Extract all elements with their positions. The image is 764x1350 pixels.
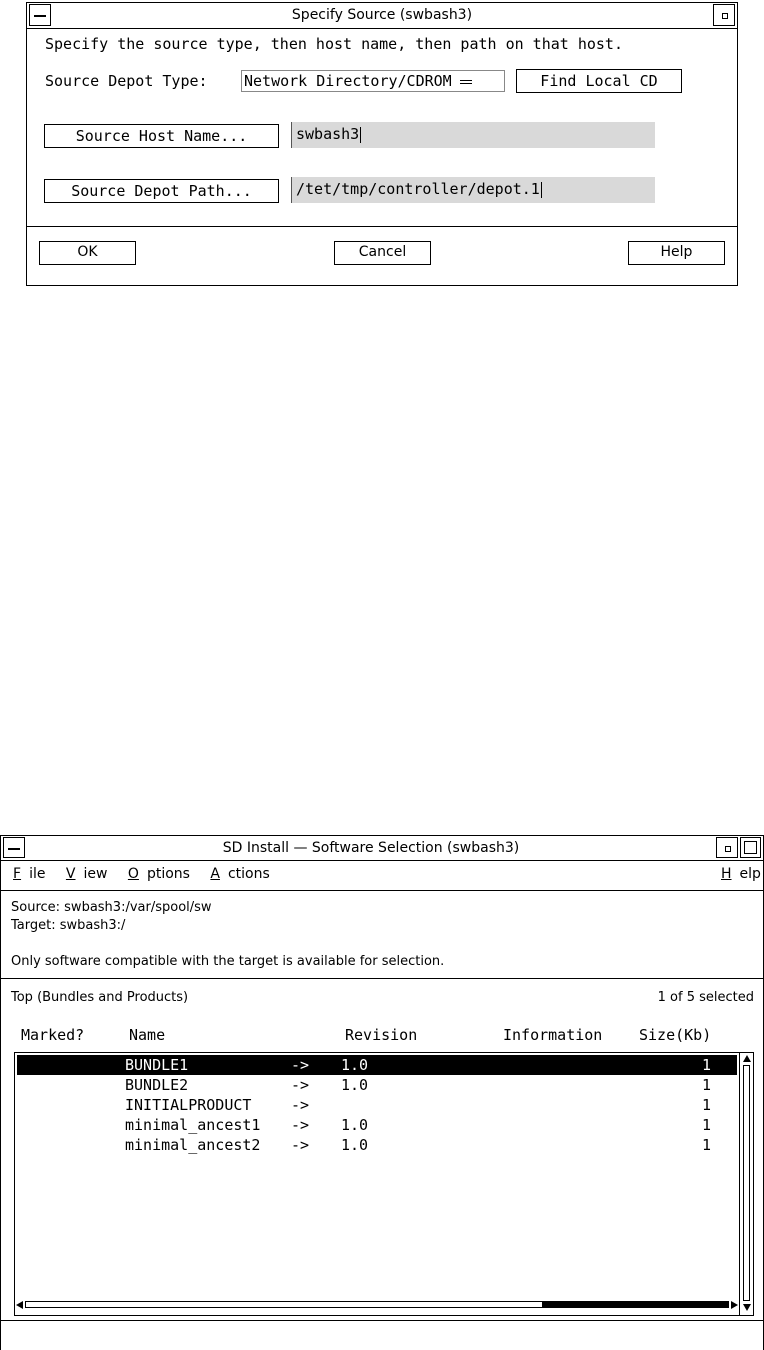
- minimize-icon[interactable]: [713, 4, 735, 26]
- depot-type-value: Network Directory/CDROM: [244, 72, 452, 90]
- col-revision[interactable]: Revision: [345, 1026, 418, 1044]
- name-cell: minimal_ancest2: [125, 1136, 261, 1154]
- revision-cell: 1.0: [341, 1056, 369, 1074]
- arrow-cell: ->: [291, 1056, 310, 1074]
- scroll-right-icon[interactable]: [731, 1301, 738, 1309]
- list-rows: [17, 1055, 739, 1313]
- arrow-cell: ->: [291, 1096, 310, 1114]
- menu-label: ile: [29, 866, 46, 882]
- source-depot-path-value: /tet/tmp/controller/depot.1: [296, 180, 540, 198]
- window-menu-icon[interactable]: [29, 4, 51, 26]
- arrow-cell: ->: [291, 1116, 310, 1134]
- list-level-label: Top (Bundles and Products): [11, 990, 189, 1005]
- size-cell: 1: [701, 1076, 711, 1094]
- arrow-cell: ->: [291, 1136, 310, 1154]
- dialog-title: Specify Source (swbash3): [291, 7, 473, 23]
- dialog-titlebar[interactable]: [27, 3, 737, 29]
- size-cell: 1: [701, 1096, 711, 1114]
- table-row[interactable]: [17, 1115, 737, 1135]
- bottom-separator: [1, 1320, 763, 1321]
- name-cell: minimal_ancest1: [125, 1116, 261, 1134]
- compatibility-note: Only software compatible with the target is available for selection.: [11, 954, 445, 969]
- window-menu-icon[interactable]: [3, 837, 25, 858]
- find-local-cd-button[interactable]: Find Local CD: [516, 69, 682, 93]
- menu-label: ctions: [227, 866, 270, 882]
- maximize-icon[interactable]: [740, 837, 761, 858]
- menubar-separator: [1, 890, 763, 891]
- vertical-scroll-thumb[interactable]: [743, 1065, 750, 1301]
- arrow-cell: ->: [291, 1076, 310, 1094]
- menu-file[interactable]: F ile: [13, 866, 46, 882]
- button-separator: [27, 226, 737, 227]
- specify-source-dialog: [26, 2, 738, 286]
- table-row[interactable]: [17, 1075, 737, 1095]
- cancel-button[interactable]: Cancel: [334, 241, 431, 265]
- table-row[interactable]: [17, 1095, 737, 1115]
- size-cell: 1: [701, 1136, 711, 1154]
- source-depot-path-button[interactable]: Source Depot Path...: [44, 179, 279, 203]
- text-cursor-icon: [360, 127, 361, 143]
- revision-cell: 1.0: [341, 1136, 369, 1154]
- minimize-icon[interactable]: [716, 837, 738, 858]
- menu-bar: [13, 866, 286, 882]
- revision-cell: 1.0: [341, 1116, 369, 1134]
- col-name[interactable]: Name: [129, 1026, 166, 1044]
- info-separator: [1, 978, 763, 979]
- scroll-down-icon[interactable]: [743, 1304, 751, 1311]
- text-cursor-icon: [541, 182, 542, 198]
- table-row[interactable]: [17, 1135, 737, 1155]
- option-menu-icon: [460, 80, 472, 84]
- window-titlebar[interactable]: [1, 836, 763, 861]
- software-list: [14, 1052, 754, 1316]
- ok-button[interactable]: OK: [39, 241, 136, 265]
- menu-label: ptions: [146, 866, 190, 882]
- col-marked[interactable]: Marked?: [21, 1026, 85, 1044]
- vertical-scrollbar[interactable]: [739, 1053, 753, 1315]
- name-cell: BUNDLE2: [125, 1076, 189, 1094]
- menu-actions[interactable]: A ctions: [210, 866, 270, 882]
- depot-type-label: Source Depot Type:: [45, 72, 208, 90]
- col-information[interactable]: Information: [503, 1026, 603, 1044]
- instruction-text: Specify the source type, then host name, then path on that host.: [45, 35, 623, 53]
- size-cell: 1: [701, 1056, 711, 1074]
- software-selection-window: [0, 835, 764, 1350]
- depot-type-select[interactable]: [241, 70, 505, 92]
- source-host-field[interactable]: [291, 122, 655, 148]
- target-text: Target: swbash3:/: [11, 918, 126, 933]
- name-cell: INITIALPRODUCT: [125, 1096, 252, 1114]
- horizontal-scroll-trough[interactable]: [543, 1301, 729, 1308]
- menu-view[interactable]: V iew: [65, 866, 108, 882]
- horizontal-scrollbar[interactable]: [14, 1299, 740, 1311]
- help-button[interactable]: Help: [628, 241, 725, 265]
- scroll-up-icon[interactable]: [743, 1055, 751, 1062]
- menu-help[interactable]: H elp: [721, 866, 761, 882]
- col-size[interactable]: Size(Kb): [639, 1026, 712, 1044]
- menu-label: elp: [739, 866, 761, 882]
- revision-cell: 1.0: [341, 1076, 369, 1094]
- size-cell: 1: [701, 1116, 711, 1134]
- horizontal-scroll-thumb[interactable]: [25, 1301, 543, 1308]
- source-depot-path-field[interactable]: [291, 177, 655, 203]
- selection-count: 1 of 5 selected: [657, 990, 754, 1005]
- name-cell: BUNDLE1: [125, 1056, 189, 1074]
- source-host-value: swbash3: [296, 125, 360, 143]
- scroll-left-icon[interactable]: [16, 1301, 23, 1309]
- menu-label: iew: [83, 866, 108, 882]
- table-row[interactable]: [17, 1055, 737, 1075]
- source-text: Source: swbash3:/var/spool/sw: [11, 900, 212, 915]
- menu-options[interactable]: O ptions: [127, 866, 190, 882]
- window-title: SD Install — Software Selection (swbash3): [222, 840, 520, 856]
- source-host-name-button[interactable]: Source Host Name...: [44, 124, 279, 148]
